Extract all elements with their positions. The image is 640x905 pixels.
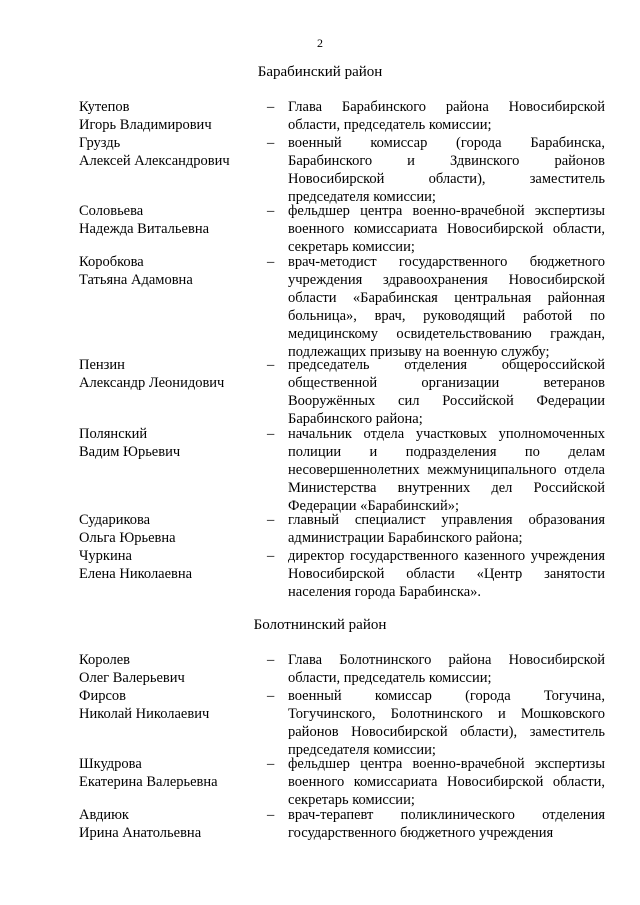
member-name: Груздь Алексей Александрович [79, 135, 230, 169]
member-position: Глава Болотнинского района Новосибирской области, председатель комиссии; [288, 652, 605, 686]
member-name: Коробкова Татьяна Адамовна [79, 254, 193, 288]
section-title-bolotninsky: Болотнинский район [253, 617, 387, 633]
member-position: военный комиссар (города Тогучина, Тогучинского, Болотнинского и Мошковского районов Новосибирской области), заместитель председателя комиссии; [288, 688, 605, 758]
member-dash: – [267, 254, 275, 270]
member-dash: – [267, 203, 275, 219]
member-position: председатель отделения общероссийской общественной организации ветеранов Вооружённых сил Российской Федерации Барабинского района; [288, 357, 605, 427]
member-position: директор государственного казенного учреждения Новосибирской области «Центр занятости населения города Барабинска». [288, 548, 605, 600]
member-position: фельдшер центра военно-врачебной экспертизы военного комиссариата Новосибирской области, секретарь комиссии; [288, 756, 605, 808]
member-dash: – [267, 807, 275, 823]
member-position: главный специалист управления образования администрации Барабинского района; [288, 512, 605, 546]
member-dash: – [267, 688, 275, 704]
member-name: Королев Олег Валерьевич [79, 652, 185, 686]
member-dash: – [267, 135, 275, 151]
member-name: Полянский Вадим Юрьевич [79, 426, 181, 460]
member-name: Соловьева Надежда Витальевна [79, 203, 210, 237]
member-position: Глава Барабинского района Новосибирской области, председатель комиссии; [288, 99, 605, 133]
member-position: военный комиссар (города Барабинска, Барабинского и Здвинского районов Новосибирской области), заместитель председателя комиссии; [288, 135, 605, 205]
member-name: Пензин Александр Леонидович [79, 357, 225, 391]
member-name: Шкудрова Екатерина Валерьевна [79, 756, 218, 790]
member-name: Чуркина Елена Николаевна [79, 548, 193, 582]
member-dash: – [267, 512, 275, 528]
member-name: Сударикова Ольга Юрьевна [79, 512, 176, 546]
member-dash: – [267, 548, 275, 564]
member-dash: – [267, 357, 275, 373]
member-name: Кутепов Игорь Владимирович [79, 99, 212, 133]
member-position: врач-методист государственного бюджетного учреждения здравоохранения Новосибирской области «Барабинская центральная районная больница», врач, руководящий работой по медицинскому освидетельствованию граждан, подлежащих призыву на военную службу; [288, 254, 605, 360]
member-dash: – [267, 652, 275, 668]
member-dash: – [267, 756, 275, 772]
page-number: 2 [317, 36, 323, 50]
member-dash: – [267, 99, 275, 115]
member-name: Фирсов Николай Николаевич [79, 688, 210, 722]
section-title-barabinsky: Барабинский район [257, 64, 383, 80]
member-position: начальник отдела участковых уполномоченных полиции и подразделения по делам несовершеннолетних межмуниципального отдела Министерства внутренних дел Российской Федерации «Барабинский»; [288, 426, 605, 514]
member-name: Авдиюк Ирина Анатольевна [79, 807, 202, 841]
member-position: фельдшер центра военно-врачебной экспертизы военного комиссариата Новосибирской области, секретарь комиссии; [288, 203, 605, 255]
member-position: врач-терапевт поликлинического отделения государственного бюджетного учреждения [288, 807, 605, 841]
member-dash: – [267, 426, 275, 442]
